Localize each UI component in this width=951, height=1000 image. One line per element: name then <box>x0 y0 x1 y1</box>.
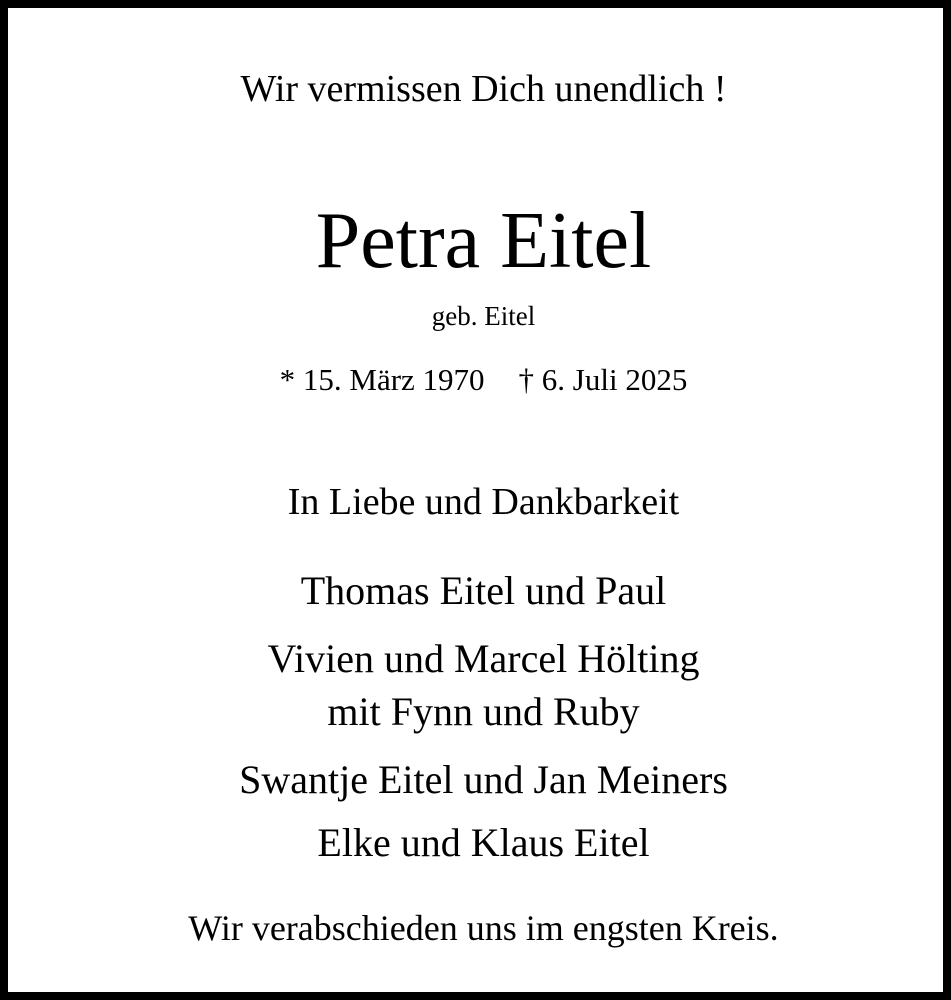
mourner-line: mit Fynn und Ruby <box>327 689 640 734</box>
deceased-name: Petra Eitel <box>315 197 652 285</box>
birth-date: * 15. März 1970 <box>279 362 485 397</box>
headline: Wir vermissen Dich unendlich ! <box>240 68 727 110</box>
mourner-line: Thomas Eitel und Paul <box>300 568 667 613</box>
death-date: † 6. Juli 2025 <box>518 362 688 397</box>
mourner-line: Elke und Klaus Eitel <box>317 820 650 865</box>
dedication: In Liebe und Dankbarkeit <box>287 481 680 523</box>
mourner-line: Swantje Eitel und Jan Meiners <box>239 757 728 802</box>
life-dates <box>8 364 951 395</box>
closing-note: Wir verabschieden uns im engsten Kreis. <box>188 908 779 948</box>
birth-name: geb. Eitel <box>431 301 536 331</box>
mourner-line: Vivien und Marcel Hölting <box>267 636 700 681</box>
